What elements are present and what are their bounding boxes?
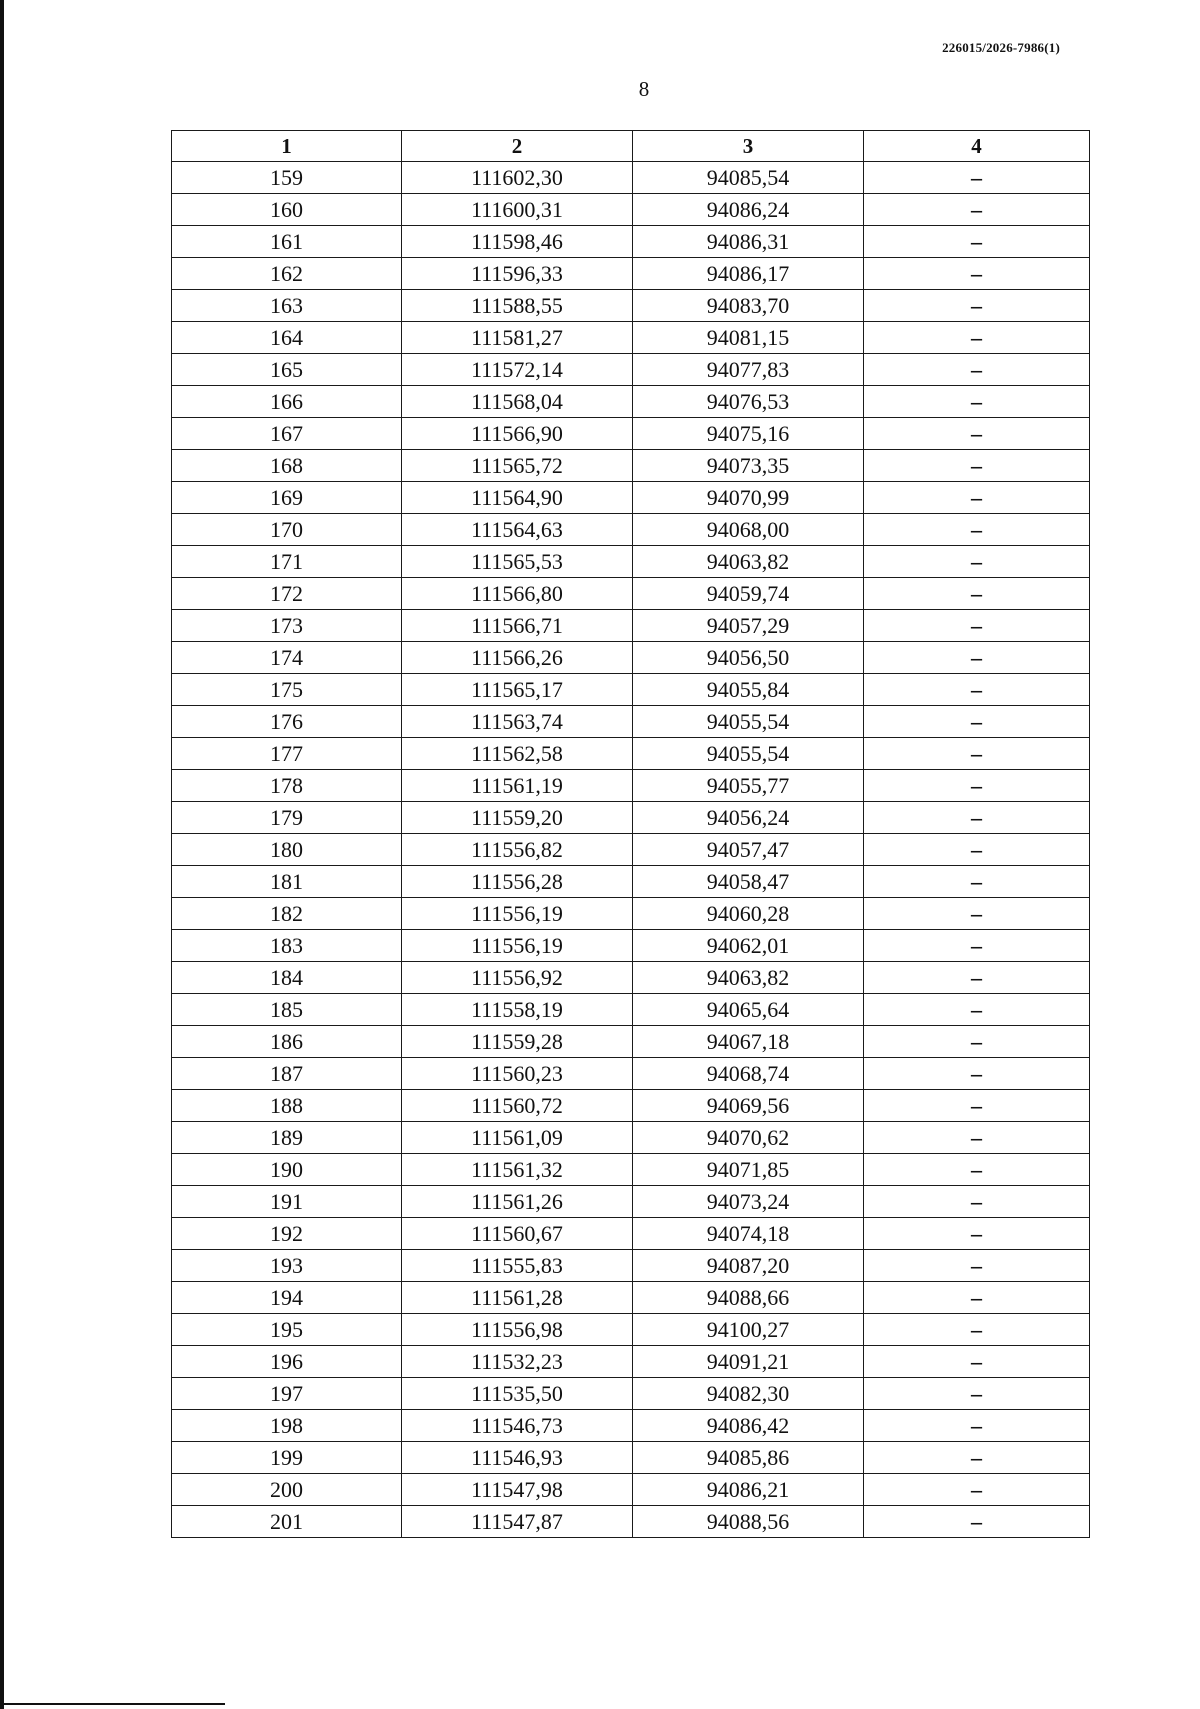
column-4-cell: – bbox=[864, 1314, 1090, 1346]
coordinate-x-cell: 111566,90 bbox=[402, 418, 633, 450]
coordinate-y-cell: 94077,83 bbox=[633, 354, 864, 386]
table-row bbox=[172, 1026, 1090, 1058]
column-4-cell: – bbox=[864, 1474, 1090, 1506]
point-number-cell: 163 bbox=[172, 290, 402, 322]
table-row bbox=[172, 1314, 1090, 1346]
point-number-cell: 184 bbox=[172, 962, 402, 994]
table-body bbox=[172, 162, 1090, 1538]
table-row bbox=[172, 386, 1090, 418]
column-4-cell: – bbox=[864, 162, 1090, 194]
table-row bbox=[172, 898, 1090, 930]
coordinate-y-cell: 94056,50 bbox=[633, 642, 864, 674]
point-number-cell: 179 bbox=[172, 802, 402, 834]
column-4-cell: – bbox=[864, 1218, 1090, 1250]
coordinate-x-cell: 111558,19 bbox=[402, 994, 633, 1026]
coordinate-y-cell: 94055,84 bbox=[633, 674, 864, 706]
coordinate-y-cell: 94083,70 bbox=[633, 290, 864, 322]
column-header-3: 3 bbox=[633, 131, 864, 162]
point-number-cell: 187 bbox=[172, 1058, 402, 1090]
point-number-cell: 159 bbox=[172, 162, 402, 194]
point-number-cell: 181 bbox=[172, 866, 402, 898]
coordinate-y-cell: 94085,54 bbox=[633, 162, 864, 194]
column-4-cell: – bbox=[864, 834, 1090, 866]
coordinate-x-cell: 111535,50 bbox=[402, 1378, 633, 1410]
column-4-cell: – bbox=[864, 1090, 1090, 1122]
coordinate-x-cell: 111547,98 bbox=[402, 1474, 633, 1506]
coordinate-x-cell: 111532,23 bbox=[402, 1346, 633, 1378]
coordinate-y-cell: 94086,21 bbox=[633, 1474, 864, 1506]
column-4-cell: – bbox=[864, 354, 1090, 386]
point-number-cell: 196 bbox=[172, 1346, 402, 1378]
point-number-cell: 194 bbox=[172, 1282, 402, 1314]
table-row bbox=[172, 674, 1090, 706]
coordinate-x-cell: 111561,09 bbox=[402, 1122, 633, 1154]
coordinate-x-cell: 111561,28 bbox=[402, 1282, 633, 1314]
table-row bbox=[172, 1442, 1090, 1474]
column-4-cell: – bbox=[864, 1154, 1090, 1186]
column-4-cell: – bbox=[864, 802, 1090, 834]
coordinate-y-cell: 94058,47 bbox=[633, 866, 864, 898]
table-row bbox=[172, 1154, 1090, 1186]
coordinate-y-cell: 94070,99 bbox=[633, 482, 864, 514]
table-row bbox=[172, 834, 1090, 866]
coordinate-x-cell: 111556,98 bbox=[402, 1314, 633, 1346]
coordinate-x-cell: 111555,83 bbox=[402, 1250, 633, 1282]
table-row bbox=[172, 546, 1090, 578]
table-row bbox=[172, 514, 1090, 546]
coordinate-x-cell: 111602,30 bbox=[402, 162, 633, 194]
point-number-cell: 164 bbox=[172, 322, 402, 354]
coordinate-y-cell: 94071,85 bbox=[633, 1154, 864, 1186]
coordinate-x-cell: 111561,32 bbox=[402, 1154, 633, 1186]
point-number-cell: 175 bbox=[172, 674, 402, 706]
column-4-cell: – bbox=[864, 514, 1090, 546]
coordinate-x-cell: 111559,20 bbox=[402, 802, 633, 834]
coordinate-x-cell: 111556,19 bbox=[402, 930, 633, 962]
table-row bbox=[172, 1378, 1090, 1410]
coordinate-y-cell: 94063,82 bbox=[633, 546, 864, 578]
table-row bbox=[172, 1346, 1090, 1378]
column-4-cell: – bbox=[864, 1346, 1090, 1378]
point-number-cell: 195 bbox=[172, 1314, 402, 1346]
coordinate-y-cell: 94082,30 bbox=[633, 1378, 864, 1410]
coordinate-x-cell: 111560,23 bbox=[402, 1058, 633, 1090]
column-header-1: 1 bbox=[172, 131, 402, 162]
coordinate-y-cell: 94057,47 bbox=[633, 834, 864, 866]
point-number-cell: 170 bbox=[172, 514, 402, 546]
table-row bbox=[172, 226, 1090, 258]
point-number-cell: 166 bbox=[172, 386, 402, 418]
coordinate-x-cell: 111546,73 bbox=[402, 1410, 633, 1442]
point-number-cell: 180 bbox=[172, 834, 402, 866]
coordinate-y-cell: 94062,01 bbox=[633, 930, 864, 962]
column-4-cell: – bbox=[864, 258, 1090, 290]
coordinate-y-cell: 94076,53 bbox=[633, 386, 864, 418]
column-4-cell: – bbox=[864, 386, 1090, 418]
table-row bbox=[172, 194, 1090, 226]
table-row bbox=[172, 1186, 1090, 1218]
table-row bbox=[172, 1474, 1090, 1506]
table-row bbox=[172, 418, 1090, 450]
table-row bbox=[172, 994, 1090, 1026]
table-row bbox=[172, 354, 1090, 386]
coordinate-y-cell: 94059,74 bbox=[633, 578, 864, 610]
coordinate-y-cell: 94065,64 bbox=[633, 994, 864, 1026]
coordinate-x-cell: 111561,19 bbox=[402, 770, 633, 802]
column-4-cell: – bbox=[864, 1058, 1090, 1090]
column-4-cell: – bbox=[864, 1282, 1090, 1314]
point-number-cell: 199 bbox=[172, 1442, 402, 1474]
column-4-cell: – bbox=[864, 994, 1090, 1026]
table-row bbox=[172, 866, 1090, 898]
coordinate-x-cell: 111563,74 bbox=[402, 706, 633, 738]
document-number: 226015/2026-7986(1) bbox=[942, 40, 1060, 55]
coordinate-x-cell: 111572,14 bbox=[402, 354, 633, 386]
column-4-cell: – bbox=[864, 898, 1090, 930]
column-4-cell: – bbox=[864, 450, 1090, 482]
coordinate-y-cell: 94100,27 bbox=[633, 1314, 864, 1346]
point-number-cell: 172 bbox=[172, 578, 402, 610]
point-number-cell: 171 bbox=[172, 546, 402, 578]
column-4-cell: – bbox=[864, 194, 1090, 226]
coordinate-y-cell: 94085,86 bbox=[633, 1442, 864, 1474]
point-number-cell: 200 bbox=[172, 1474, 402, 1506]
table-row bbox=[172, 162, 1090, 194]
coordinate-y-cell: 94073,35 bbox=[633, 450, 864, 482]
coordinate-x-cell: 111581,27 bbox=[402, 322, 633, 354]
table-header bbox=[172, 131, 1090, 162]
coordinate-x-cell: 111588,55 bbox=[402, 290, 633, 322]
point-number-cell: 167 bbox=[172, 418, 402, 450]
table-row bbox=[172, 738, 1090, 770]
column-4-cell: – bbox=[864, 610, 1090, 642]
column-4-cell: – bbox=[864, 770, 1090, 802]
page-number: 8 bbox=[638, 77, 650, 101]
column-4-cell: – bbox=[864, 546, 1090, 578]
coordinate-y-cell: 94075,16 bbox=[633, 418, 864, 450]
point-number-cell: 176 bbox=[172, 706, 402, 738]
table-row bbox=[172, 642, 1090, 674]
point-number-cell: 160 bbox=[172, 194, 402, 226]
column-4-cell: – bbox=[864, 290, 1090, 322]
table-row bbox=[172, 322, 1090, 354]
table-row bbox=[172, 930, 1090, 962]
column-4-cell: – bbox=[864, 418, 1090, 450]
column-4-cell: – bbox=[864, 1410, 1090, 1442]
column-header-4: 4 bbox=[864, 131, 1090, 162]
table-row bbox=[172, 1122, 1090, 1154]
coordinate-y-cell: 94055,54 bbox=[633, 706, 864, 738]
table-row bbox=[172, 1250, 1090, 1282]
coordinate-y-cell: 94073,24 bbox=[633, 1186, 864, 1218]
point-number-cell: 192 bbox=[172, 1218, 402, 1250]
point-number-cell: 169 bbox=[172, 482, 402, 514]
point-number-cell: 198 bbox=[172, 1410, 402, 1442]
column-4-cell: – bbox=[864, 578, 1090, 610]
column-4-cell: – bbox=[864, 930, 1090, 962]
coordinate-x-cell: 111559,28 bbox=[402, 1026, 633, 1058]
point-number-cell: 193 bbox=[172, 1250, 402, 1282]
table-row bbox=[172, 482, 1090, 514]
table-row bbox=[172, 802, 1090, 834]
coordinates-table bbox=[171, 130, 1090, 1538]
coordinate-x-cell: 111560,72 bbox=[402, 1090, 633, 1122]
coordinate-y-cell: 94068,74 bbox=[633, 1058, 864, 1090]
column-4-cell: – bbox=[864, 642, 1090, 674]
footer-rule bbox=[0, 1703, 225, 1705]
coordinate-x-cell: 111565,53 bbox=[402, 546, 633, 578]
coordinate-y-cell: 94086,42 bbox=[633, 1410, 864, 1442]
table-row bbox=[172, 290, 1090, 322]
table-row bbox=[172, 610, 1090, 642]
point-number-cell: 165 bbox=[172, 354, 402, 386]
coordinate-y-cell: 94055,54 bbox=[633, 738, 864, 770]
point-number-cell: 189 bbox=[172, 1122, 402, 1154]
column-4-cell: – bbox=[864, 226, 1090, 258]
point-number-cell: 178 bbox=[172, 770, 402, 802]
coordinate-x-cell: 111568,04 bbox=[402, 386, 633, 418]
column-4-cell: – bbox=[864, 1026, 1090, 1058]
column-4-cell: – bbox=[864, 1186, 1090, 1218]
coordinate-x-cell: 111560,67 bbox=[402, 1218, 633, 1250]
column-header-2: 2 bbox=[402, 131, 633, 162]
coordinate-x-cell: 111600,31 bbox=[402, 194, 633, 226]
coordinate-x-cell: 111547,87 bbox=[402, 1506, 633, 1538]
column-4-cell: – bbox=[864, 866, 1090, 898]
coordinate-y-cell: 94088,56 bbox=[633, 1506, 864, 1538]
point-number-cell: 188 bbox=[172, 1090, 402, 1122]
coordinate-x-cell: 111556,19 bbox=[402, 898, 633, 930]
scan-left-edge bbox=[0, 0, 4, 1709]
table-row bbox=[172, 258, 1090, 290]
coordinate-y-cell: 94063,82 bbox=[633, 962, 864, 994]
coordinate-y-cell: 94086,24 bbox=[633, 194, 864, 226]
coordinate-x-cell: 111556,92 bbox=[402, 962, 633, 994]
table-row bbox=[172, 1090, 1090, 1122]
table-row bbox=[172, 1282, 1090, 1314]
point-number-cell: 182 bbox=[172, 898, 402, 930]
coordinate-y-cell: 94086,31 bbox=[633, 226, 864, 258]
coordinate-x-cell: 111598,46 bbox=[402, 226, 633, 258]
coordinate-y-cell: 94074,18 bbox=[633, 1218, 864, 1250]
coordinate-x-cell: 111564,90 bbox=[402, 482, 633, 514]
coordinate-y-cell: 94069,56 bbox=[633, 1090, 864, 1122]
point-number-cell: 191 bbox=[172, 1186, 402, 1218]
coordinate-x-cell: 111556,82 bbox=[402, 834, 633, 866]
header-row bbox=[172, 131, 1090, 162]
coordinate-x-cell: 111566,26 bbox=[402, 642, 633, 674]
column-4-cell: – bbox=[864, 706, 1090, 738]
point-number-cell: 168 bbox=[172, 450, 402, 482]
point-number-cell: 173 bbox=[172, 610, 402, 642]
coordinate-y-cell: 94086,17 bbox=[633, 258, 864, 290]
table-row bbox=[172, 1218, 1090, 1250]
coordinate-y-cell: 94091,21 bbox=[633, 1346, 864, 1378]
coordinate-x-cell: 111562,58 bbox=[402, 738, 633, 770]
point-number-cell: 186 bbox=[172, 1026, 402, 1058]
coordinate-x-cell: 111546,93 bbox=[402, 1442, 633, 1474]
column-4-cell: – bbox=[864, 1442, 1090, 1474]
point-number-cell: 201 bbox=[172, 1506, 402, 1538]
coordinate-x-cell: 111556,28 bbox=[402, 866, 633, 898]
coordinate-y-cell: 94068,00 bbox=[633, 514, 864, 546]
point-number-cell: 162 bbox=[172, 258, 402, 290]
coordinate-x-cell: 111561,26 bbox=[402, 1186, 633, 1218]
table-row bbox=[172, 706, 1090, 738]
coordinate-y-cell: 94055,77 bbox=[633, 770, 864, 802]
point-number-cell: 183 bbox=[172, 930, 402, 962]
column-4-cell: – bbox=[864, 962, 1090, 994]
table-row bbox=[172, 1058, 1090, 1090]
coordinate-y-cell: 94057,29 bbox=[633, 610, 864, 642]
coordinate-y-cell: 94070,62 bbox=[633, 1122, 864, 1154]
table-row bbox=[172, 1506, 1090, 1538]
coordinate-x-cell: 111566,80 bbox=[402, 578, 633, 610]
column-4-cell: – bbox=[864, 1122, 1090, 1154]
column-4-cell: – bbox=[864, 1378, 1090, 1410]
table-row bbox=[172, 770, 1090, 802]
coordinate-x-cell: 111596,33 bbox=[402, 258, 633, 290]
column-4-cell: – bbox=[864, 738, 1090, 770]
point-number-cell: 197 bbox=[172, 1378, 402, 1410]
coordinate-x-cell: 111565,17 bbox=[402, 674, 633, 706]
coordinate-y-cell: 94067,18 bbox=[633, 1026, 864, 1058]
point-number-cell: 185 bbox=[172, 994, 402, 1026]
coordinate-x-cell: 111564,63 bbox=[402, 514, 633, 546]
coordinate-y-cell: 94056,24 bbox=[633, 802, 864, 834]
column-4-cell: – bbox=[864, 322, 1090, 354]
column-4-cell: – bbox=[864, 1250, 1090, 1282]
coordinate-y-cell: 94081,15 bbox=[633, 322, 864, 354]
column-4-cell: – bbox=[864, 674, 1090, 706]
point-number-cell: 161 bbox=[172, 226, 402, 258]
coordinate-y-cell: 94087,20 bbox=[633, 1250, 864, 1282]
coordinate-y-cell: 94060,28 bbox=[633, 898, 864, 930]
point-number-cell: 174 bbox=[172, 642, 402, 674]
table-row bbox=[172, 1410, 1090, 1442]
column-4-cell: – bbox=[864, 1506, 1090, 1538]
coordinate-y-cell: 94088,66 bbox=[633, 1282, 864, 1314]
coordinate-x-cell: 111566,71 bbox=[402, 610, 633, 642]
point-number-cell: 190 bbox=[172, 1154, 402, 1186]
point-number-cell: 177 bbox=[172, 738, 402, 770]
coordinate-x-cell: 111565,72 bbox=[402, 450, 633, 482]
column-4-cell: – bbox=[864, 482, 1090, 514]
table-row bbox=[172, 962, 1090, 994]
table-row bbox=[172, 578, 1090, 610]
table-row bbox=[172, 450, 1090, 482]
